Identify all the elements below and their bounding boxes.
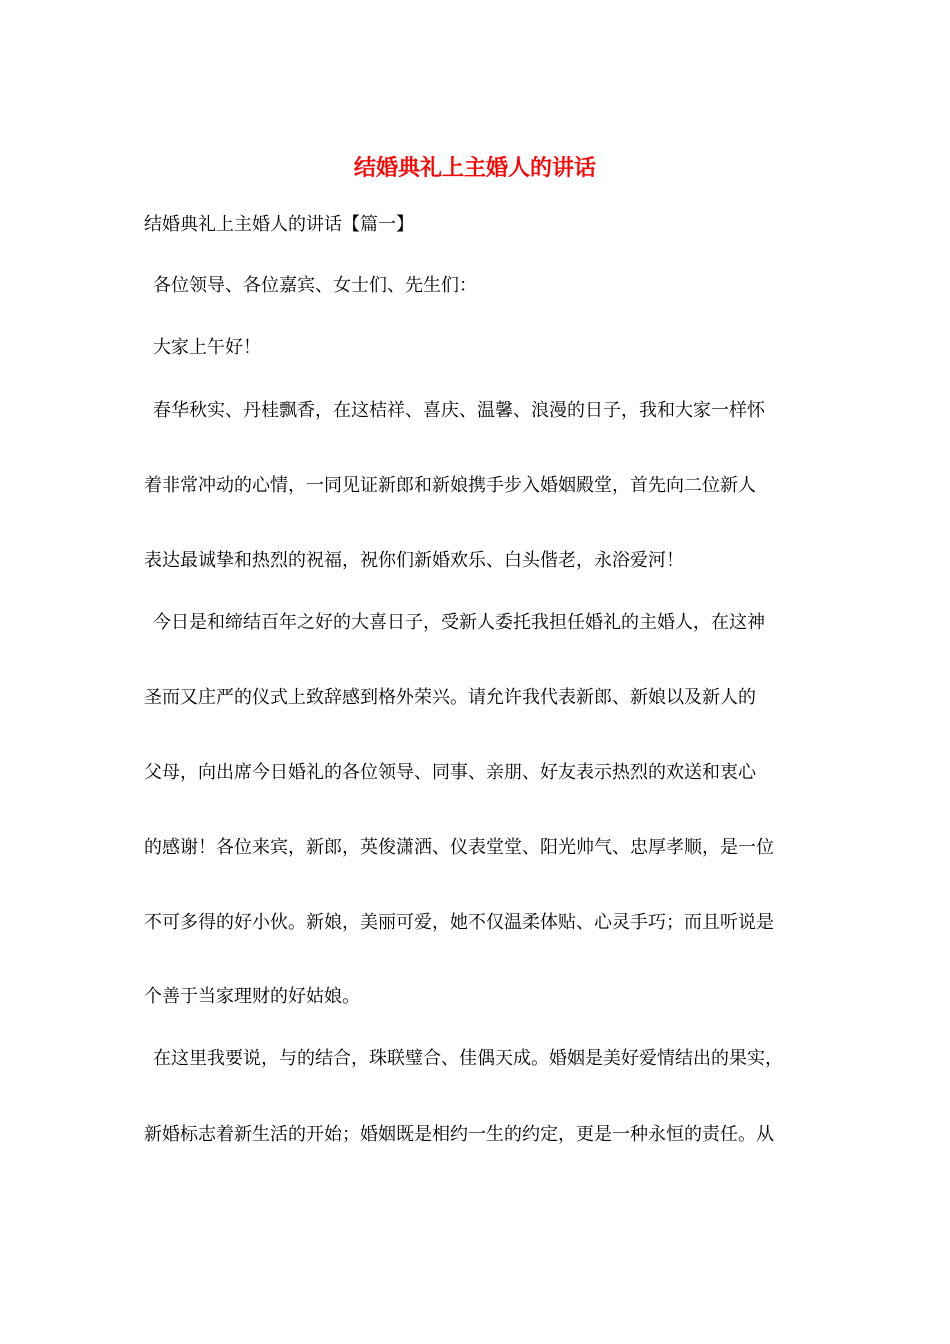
paragraph-line: 今日是和缔结百年之好的大喜日子，受新人委托我担任婚礼的主婚人，在这神: [153, 612, 765, 633]
document-title: 结婚典礼上主婚人的讲话: [353, 155, 596, 181]
section-heading: 结婚典礼上主婚人的讲话【篇一】: [144, 214, 414, 235]
paragraph-line: 不可多得的好小伙。新娘，美丽可爱，她不仅温柔体贴、心灵手巧；而且听说是: [144, 912, 774, 933]
paragraph-line: 个善于当家理财的好姑娘。: [144, 986, 360, 1007]
paragraph-line: 春华秋实、丹桂飘香，在这桔祥、喜庆、温馨、浪漫的日子，我和大家一样怀: [153, 400, 765, 421]
paragraph-line: 在这里我要说，与的结合，珠联璧合、佳偶天成。婚姻是美好爱情结出的果实，: [153, 1048, 783, 1069]
paragraph-line: 的感谢！各位来宾，新郎，英俊潇洒、仪表堂堂、阳光帅气、忠厚孝顺，是一位: [144, 837, 774, 858]
paragraph-line: 圣而又庄严的仪式上致辞感到格外荣兴。请允许我代表新郎、新娘以及新人的: [144, 687, 756, 708]
paragraph-line: 着非常冲动的心情，一同见证新郎和新娘携手步入婚姻殿堂，首先向二位新人: [144, 475, 756, 496]
paragraph-line: 新婚标志着新生活的开始；婚姻既是相约一生的约定，更是一种永恒的责任。从: [144, 1124, 774, 1145]
paragraph-line: 各位领导、各位嘉宾、女士们、先生们：: [153, 275, 477, 296]
paragraph-line: 大家上午好！: [153, 337, 261, 358]
paragraph-line: 父母，向出席今日婚礼的各位领导、同事、亲朋、好友表示热烈的欢送和衷心: [144, 762, 756, 783]
paragraph-line: 表达最诚挚和热烈的祝福，祝你们新婚欢乐、白头偕老，永浴爱河！: [144, 550, 684, 571]
